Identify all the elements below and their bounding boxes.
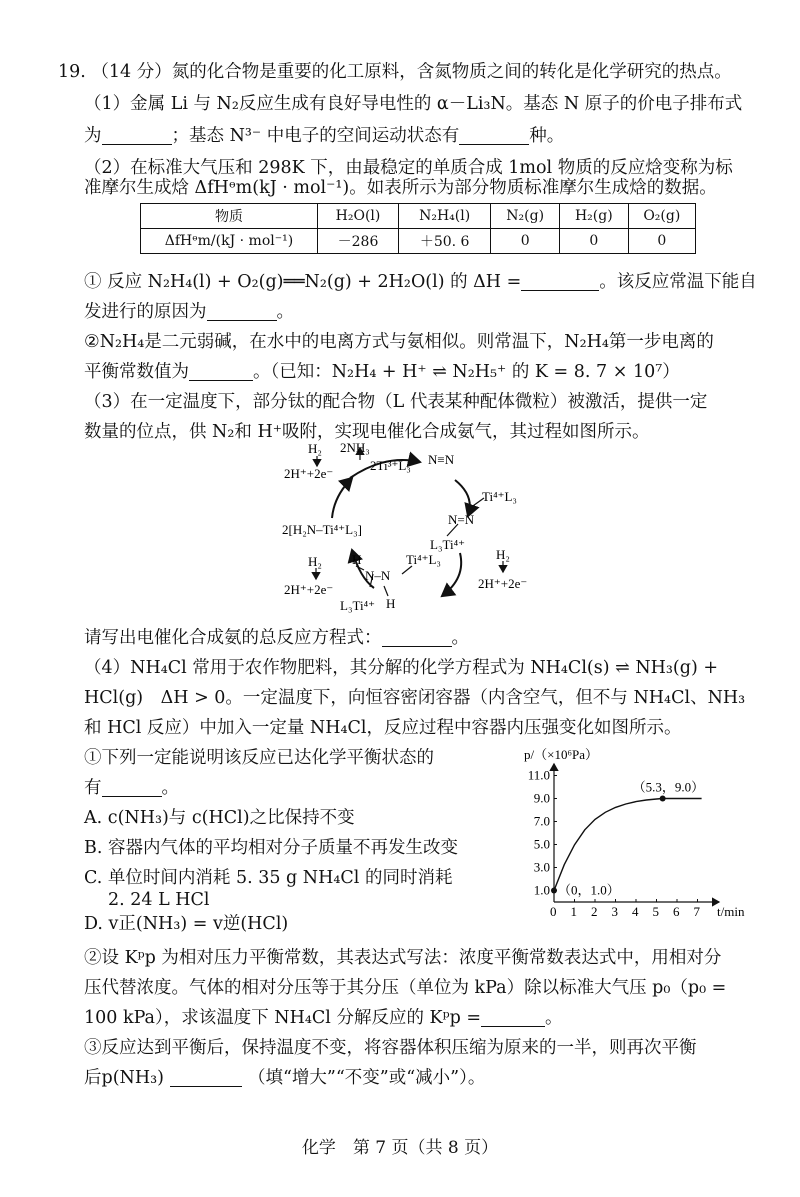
cycle-node: H₂ [496, 547, 510, 562]
x-tick-label: 2 [591, 904, 598, 919]
option-c-line1: C. 单位时间内消耗 5. 35 g NH₄Cl 的同时消耗 [84, 868, 453, 888]
answer-blank-5[interactable] [189, 362, 253, 381]
table-cell: H₂(g) [560, 204, 629, 229]
table-cell: ΔfHᶱm/(kJ · mol⁻¹) [141, 229, 318, 254]
series-line [554, 799, 702, 891]
catalytic-cycle-diagram [270, 438, 540, 620]
option-d: D. v正(NH₃) = v逆(HCl) [84, 914, 289, 934]
p2-line2: 准摩尔生成焓 ΔfHᶱm(kJ · mol⁻¹)。如表所示为部分物质标准摩尔生成焓的数据。 [84, 178, 717, 198]
cycle-node: H₂ [308, 441, 322, 456]
q4-1-line1: ①下列一定能说明该反应已达化学平衡状态的 [84, 748, 434, 768]
answer-blank-7[interactable] [102, 778, 162, 797]
q2-1-line2: 发进行的原因为 。 [84, 302, 294, 322]
data-label: （5.3，9.0） [632, 779, 705, 795]
cycle-node: H [352, 552, 362, 567]
data-label: （0，1.0） [558, 882, 620, 898]
x-tick-label: 3 [611, 904, 618, 919]
table-cell: 0 [491, 229, 560, 254]
question-header: 19. （14 分）氮的化合物是重要的化工原料，含氮物质之间的转化是化学研究的热点。 [58, 62, 732, 82]
x-tick-label: 7 [693, 904, 700, 919]
q2-1-line1: ① 反应 N₂H₄(l) + O₂(g)══N₂(g) + 2H₂O(l) 的 ΔH = 。该反应常温下能自 [84, 272, 757, 292]
x-tick-label: 6 [673, 904, 680, 919]
p4-line2: HCl(g) ΔH > 0。一定温度下，向恒容密闭容器（内含空气，但不与 NH₄Cl、NH₃ [84, 688, 746, 708]
p2-line1: （2）在标准大气压和 298K 下，由最稳定的单质合成 1mol 物质的反应焓变称为标 [84, 158, 733, 178]
q4-3-line1: ③反应达到平衡后，保持温度不变，将容器体积压缩为原来的一半，则再次平衡 [84, 1038, 697, 1058]
cycle-node: N–N [365, 568, 391, 583]
cycle-node: 2[H₂N–Ti⁴⁺L₃] [282, 522, 362, 537]
answer-blank-9[interactable] [170, 1068, 242, 1087]
cycle-node: L₃Ti⁴⁺ [340, 598, 375, 613]
y-tick-label: 5.0 [533, 836, 550, 852]
cycle-node: 2H⁺+2e⁻ [284, 582, 334, 597]
p4-line3: 和 HCl 反应）中加入一定量 NH₄Cl，反应过程中容器内压强变化如图所示。 [84, 718, 682, 738]
y-tick-label: 7.0 [533, 813, 550, 829]
q4-3-line2: 后p(NH₃) （填“增大”“不变”或“减小”）。 [84, 1068, 486, 1088]
x-tick-label: 4 [632, 904, 639, 919]
y-tick-label: 1.0 [533, 882, 550, 898]
q4-1-line2: 有 。 [84, 778, 179, 798]
q2-2-line2: 平衡常数值为 。（已知：N₂H₄ + H⁺ ⇌ N₂H₅⁺ 的 K = 8. 7 × 10⁷） [84, 362, 680, 382]
q2-2-line1: ②N₂H₄是二元弱碱，在水中的电离方式与氨相似。则常温下，N₂H₄第一步电离的 [84, 332, 714, 352]
q4-2-line3: 100 kPa），求该温度下 NH₄Cl 分解反应的 Kᵖp = 。 [84, 1008, 563, 1028]
table-cell: N₂(g) [491, 204, 560, 229]
option-a: A. c(NH₃)与 c(HCl)之比保持不变 [84, 808, 355, 828]
table-row [141, 204, 696, 229]
table-cell: ＋50. 6 [399, 229, 491, 254]
y-tick-label: 3.0 [533, 859, 550, 875]
table-cell: N₂H₄(l) [399, 204, 491, 229]
cycle-node: N=N [448, 512, 475, 527]
table-cell: 0 [628, 229, 695, 254]
table-cell: －286 [318, 229, 399, 254]
cycle-arc-left [332, 478, 352, 518]
table-cell: O₂(g) [628, 204, 695, 229]
data-point [660, 796, 666, 802]
q4-2-line2: 压代替浓度。气体的相对分压等于其分压（单位为 kPa）除以标准大气压 p₀（p₀ = [84, 978, 727, 998]
cycle-node: L₃Ti⁴⁺ [430, 537, 465, 552]
cycle-node: Ti⁴⁺L₃ [406, 552, 441, 567]
cycle-node: H [386, 596, 396, 611]
answer-blank-1[interactable] [102, 126, 172, 145]
cycle-arc-right-top [455, 480, 470, 516]
x-tick-label: 5 [652, 904, 659, 919]
cycle-node: 2H⁺+2e⁻ [478, 576, 528, 591]
y-tick-label: 11.0 [527, 767, 550, 783]
page-footer: 化学 第 7 页（共 8 页） [301, 1138, 499, 1158]
p1-line2: 为 ；基态 N³⁻ 中电子的空间运动状态有 种。 [84, 126, 565, 146]
answer-blank-3[interactable] [521, 272, 599, 291]
cycle-node: N≡N [428, 452, 455, 467]
x-axis-label: t/min [717, 904, 745, 919]
cycle-node: 2Ti³⁺L₃ [370, 458, 411, 473]
answer-blank-8[interactable] [481, 1008, 545, 1027]
cycle-node: H₂ [308, 554, 322, 569]
x-tick-label: 1 [570, 904, 577, 919]
cycle-node: 2H⁺+2e⁻ [284, 466, 334, 481]
table-cell: H₂O(l) [318, 204, 399, 229]
pressure-time-chart [514, 742, 764, 922]
answer-blank-6[interactable] [382, 628, 452, 647]
p3-line2: 数量的位点，供 N₂和 H⁺吸附，实现电催化合成氨气，其过程如图所示。 [84, 422, 650, 442]
data-point [551, 888, 557, 894]
p3-line1: （3）在一定温度下，部分钛的配合物（L 代表某种配体微粒）被激活，提供一定 [84, 392, 708, 412]
x-tick-label: 0 [550, 904, 557, 919]
table-cell: 0 [560, 229, 629, 254]
option-c-line2: 2. 24 L HCl [108, 890, 210, 910]
y-axis-label: p/（×10⁶Pa） [524, 747, 598, 762]
answer-blank-2[interactable] [459, 126, 529, 145]
cycle-arc-right-bottom [442, 553, 461, 596]
table-row [141, 229, 696, 254]
p4-line1: （4）NH₄Cl 常用于农作物肥料，其分解的化学方程式为 NH₄Cl(s) ⇌ NH₃(g) + [84, 658, 719, 678]
enthalpy-table [140, 203, 696, 254]
table-cell: 物质 [141, 204, 318, 229]
answer-blank-4[interactable] [207, 302, 277, 321]
p1-line1: （1）金属 Li 与 N₂反应生成有良好导电性的 α－Li₃N。基态 N 原子的价电子排布式 [84, 94, 743, 114]
q4-2-line1: ②设 Kᵖp 为相对压力平衡常数，其表达式写法：浓度平衡常数表达式中，用相对分 [84, 948, 722, 968]
p3-ask: 请写出电催化合成氨的总反应方程式： 。 [84, 628, 469, 648]
y-tick-label: 9.0 [533, 790, 550, 806]
cycle-node: Ti⁴⁺L₃ [482, 489, 517, 504]
cycle-node: 2NH₃ [340, 440, 370, 455]
option-b: B. 容器内气体的平均相对分子质量不再发生改变 [84, 838, 458, 858]
